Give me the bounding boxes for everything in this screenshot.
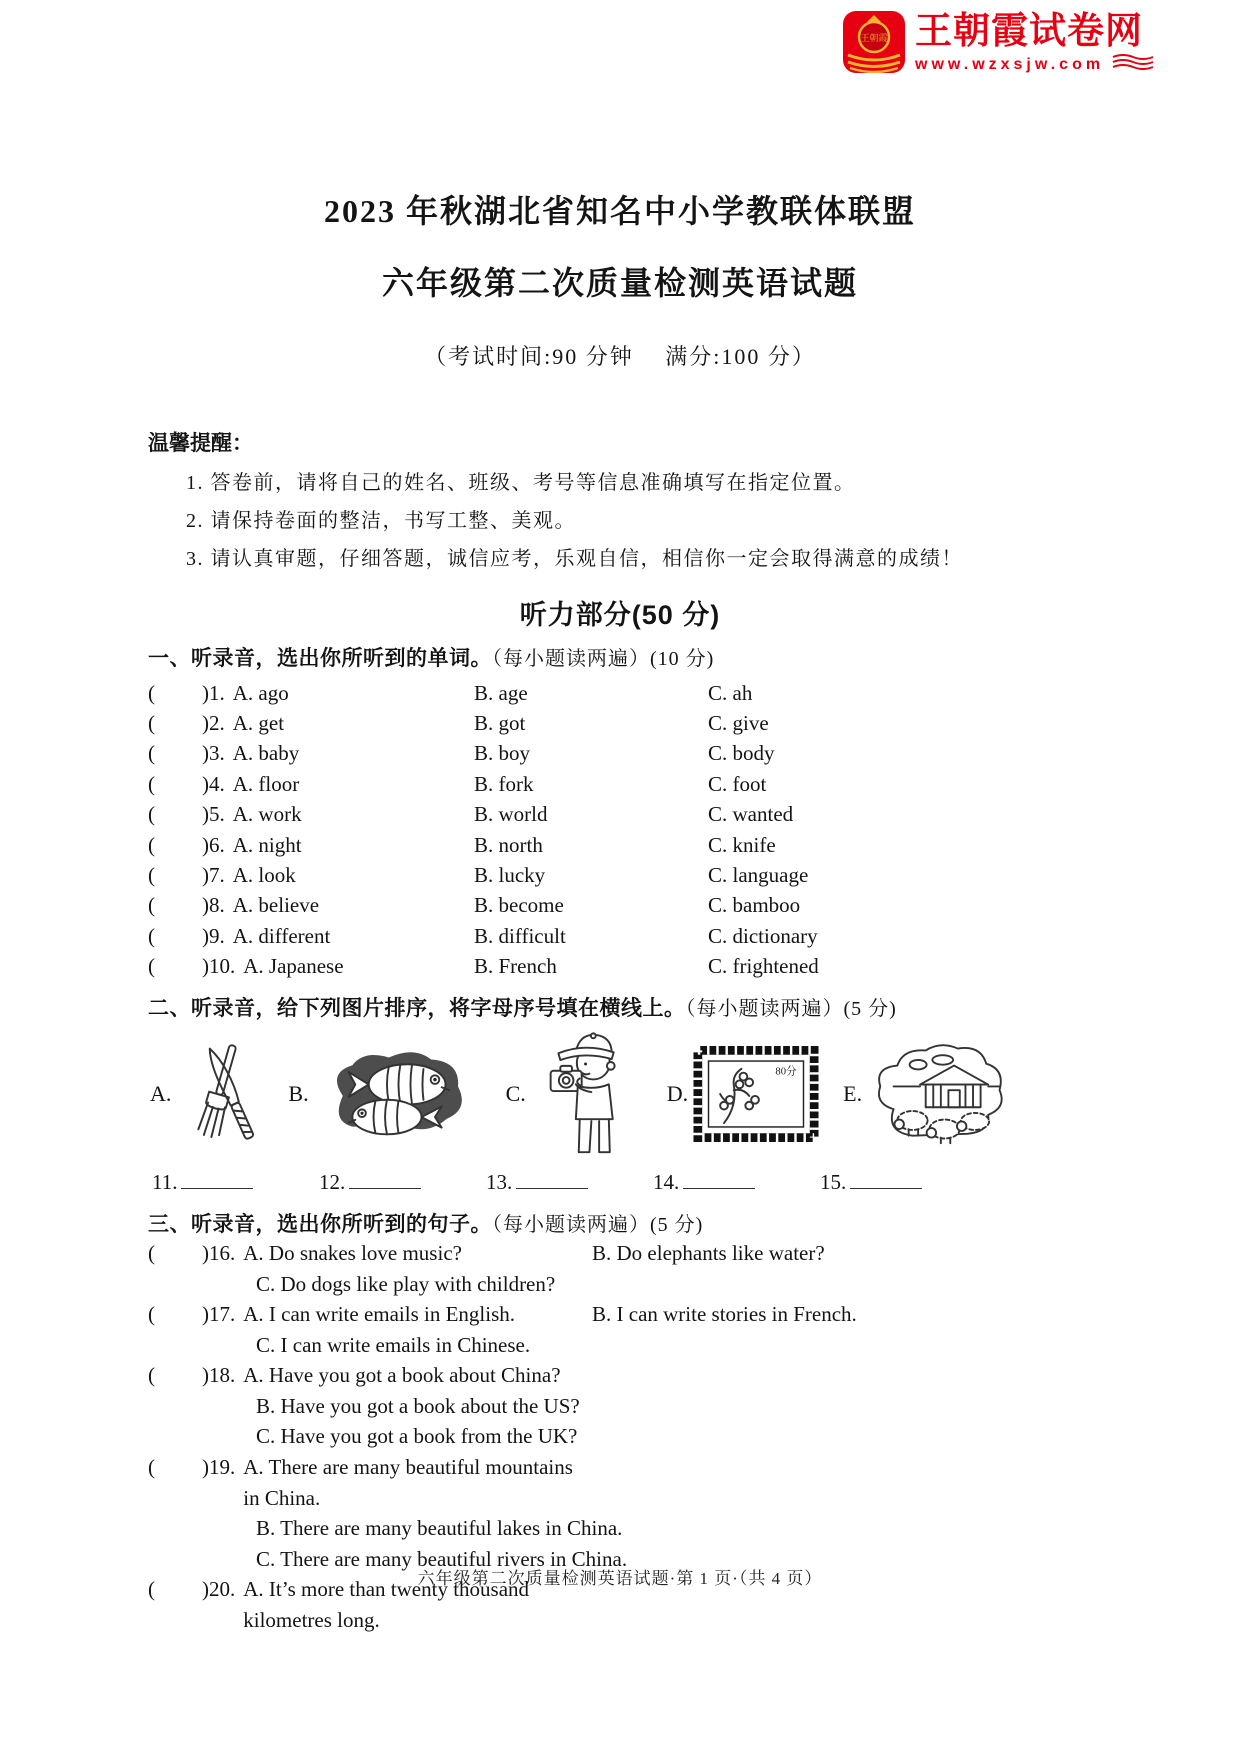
notice-item-3: 3. 请认真审题，仔细答题，诚信应考，乐观自信，相信你一定会取得满意的成绩！ bbox=[186, 548, 963, 570]
option-c: C. bamboo bbox=[708, 893, 801, 918]
option-c: C. ah bbox=[708, 680, 753, 705]
blank-15 bbox=[820, 1166, 987, 1195]
answer-bracket: ( bbox=[148, 832, 155, 857]
answer-bracket: ( bbox=[148, 802, 155, 827]
answer-bracket: ( bbox=[148, 711, 155, 736]
answer-line bbox=[181, 1166, 253, 1189]
answer-bracket: ( bbox=[148, 893, 155, 918]
option-a: A. ago bbox=[232, 680, 289, 705]
blank-number: 12. bbox=[319, 1169, 346, 1194]
option-c: C. foot bbox=[708, 771, 767, 796]
paper-title-line1: 2023 年秋湖北省知名中小学教联体联盟 bbox=[323, 193, 916, 229]
section2-heading bbox=[148, 992, 1180, 1022]
section3-heading-note: （每小题读两遍）(5 分) bbox=[492, 1213, 704, 1236]
listening-part-title: 听力部分(50 分) bbox=[519, 600, 721, 630]
option-c: C. body bbox=[708, 741, 775, 766]
question-17 bbox=[148, 1299, 1240, 1330]
question-19-option-c: C. There are many beautiful rivers in China. bbox=[256, 1546, 628, 1571]
word-choice-table bbox=[0, 678, 1240, 982]
word-row-10 bbox=[148, 952, 1240, 982]
word-row-4 bbox=[148, 769, 1240, 799]
question-17-option-c: C. I can write emails in Chinese. bbox=[256, 1332, 531, 1357]
section3-heading bbox=[148, 1208, 1180, 1238]
answer-bracket: ( bbox=[148, 771, 155, 796]
option-a: A. believe bbox=[232, 893, 320, 918]
page-footer: 六年级第二次质量检测英语试题·第 1 页·（共 4 页） bbox=[417, 1569, 823, 1588]
blank-11 bbox=[152, 1166, 319, 1195]
option-a: A. look bbox=[232, 863, 296, 888]
answer-bracket: ( bbox=[148, 863, 155, 888]
answer-bracket: ( bbox=[148, 1455, 155, 1480]
option-a: A. Have you got a book about China? bbox=[243, 1363, 561, 1388]
option-b: B. boy bbox=[474, 741, 531, 766]
section1-heading-note: （每小题读两遍）(10 分) bbox=[492, 648, 715, 670]
option-c: C. knife bbox=[708, 832, 776, 857]
word-row-2 bbox=[148, 708, 1240, 738]
section3-heading-text: 三、听录音，选出你所听到的句子。 bbox=[148, 1212, 492, 1236]
option-b: B. north bbox=[474, 832, 543, 857]
answer-bracket: ( bbox=[148, 954, 155, 979]
stamp-denomination: 80分 bbox=[775, 1066, 797, 1078]
option-b: B. French bbox=[474, 954, 557, 979]
site-logo bbox=[842, 10, 1157, 79]
picture-d-label: D. bbox=[666, 1080, 689, 1106]
question-number: )16. bbox=[202, 1240, 236, 1265]
blank-number: 14. bbox=[653, 1169, 680, 1194]
option-b: B. got bbox=[474, 711, 526, 736]
word-row-8 bbox=[148, 891, 1240, 921]
option-a: A. get bbox=[232, 711, 285, 736]
picture-row bbox=[150, 1030, 1240, 1158]
sheep-farm-image bbox=[867, 1040, 1009, 1148]
question-number: )18. bbox=[202, 1363, 236, 1388]
blank-14 bbox=[653, 1166, 820, 1195]
question-number: )19. bbox=[202, 1455, 236, 1480]
notice-block bbox=[148, 427, 1150, 571]
section1-heading-text: 一、听录音，选出你所听到的单词。 bbox=[148, 647, 492, 670]
question-number: )1. bbox=[202, 680, 225, 705]
question-number: )6. bbox=[202, 832, 225, 857]
option-b: B. I can write stories in French. bbox=[592, 1302, 857, 1327]
question-number: )5. bbox=[202, 802, 225, 827]
option-a: A. work bbox=[232, 802, 302, 827]
paper-title-line2: 六年级第二次质量检测英语试题 bbox=[381, 265, 858, 301]
answer-bracket: ( bbox=[148, 1363, 155, 1388]
notice-item-2: 2. 请保持卷面的整洁，书写工整、美观。 bbox=[186, 510, 576, 532]
section1-heading bbox=[148, 642, 1180, 672]
answer-line bbox=[850, 1166, 922, 1189]
blank-number: 11. bbox=[152, 1169, 178, 1194]
option-c: C. frightened bbox=[708, 954, 819, 979]
blank-number: 15. bbox=[820, 1169, 847, 1194]
question-number: )2. bbox=[202, 711, 225, 736]
question-19-option-b: B. There are many beautiful lakes in China. bbox=[256, 1516, 623, 1541]
question-16-option-c: C. Do dogs like play with children? bbox=[256, 1271, 556, 1296]
picture-a bbox=[150, 1039, 264, 1149]
option-a: A. night bbox=[232, 832, 302, 857]
option-a: A. There are many beautiful mountains in China. bbox=[243, 1455, 573, 1510]
site-name: 王朝霞试卷网 bbox=[915, 10, 1143, 51]
option-c: C. give bbox=[708, 711, 769, 736]
flower-stamp-image bbox=[693, 1045, 819, 1143]
section2-heading-text: 二、听录音，给下列图片排序，将字母序号填在横线上。 bbox=[148, 996, 686, 1020]
answer-bracket: ( bbox=[148, 1577, 155, 1602]
answer-bracket: ( bbox=[148, 741, 155, 766]
word-row-1 bbox=[148, 678, 1240, 708]
question-number: )8. bbox=[202, 893, 225, 918]
option-c: C. dictionary bbox=[708, 923, 818, 948]
question-number: )7. bbox=[202, 863, 225, 888]
logo-seal-text: 王朝霞 bbox=[860, 33, 888, 43]
question-18-option-c: C. Have you got a book from the UK? bbox=[256, 1424, 578, 1449]
answer-bracket: ( bbox=[148, 680, 155, 705]
blank-number: 13. bbox=[486, 1169, 513, 1194]
option-b: B. world bbox=[474, 802, 548, 827]
site-url: www.wzxsjw.com bbox=[915, 55, 1105, 73]
word-row-6 bbox=[148, 830, 1240, 860]
question-number: )9. bbox=[202, 923, 225, 948]
answer-blanks-row bbox=[152, 1166, 1240, 1198]
question-18-option-b: B. Have you got a book about the US? bbox=[256, 1393, 580, 1418]
answer-line bbox=[683, 1166, 755, 1189]
site-logo-icon bbox=[842, 10, 906, 79]
option-a: A. baby bbox=[232, 741, 300, 766]
word-row-7 bbox=[148, 860, 1240, 890]
answer-line bbox=[516, 1166, 588, 1189]
option-b: B. Do elephants like water? bbox=[592, 1240, 825, 1265]
question-number: )4. bbox=[202, 771, 225, 796]
answer-bracket: ( bbox=[148, 1302, 155, 1327]
word-row-3 bbox=[148, 739, 1240, 769]
answer-bracket: ( bbox=[148, 1240, 155, 1265]
question-number: )10. bbox=[202, 954, 236, 979]
option-c: C. language bbox=[708, 863, 809, 888]
picture-d bbox=[667, 1045, 819, 1143]
answer-bracket: ( bbox=[148, 923, 155, 948]
question-number: )17. bbox=[202, 1302, 236, 1327]
picture-e-label: E. bbox=[843, 1080, 863, 1106]
option-b: B. fork bbox=[474, 771, 534, 796]
option-b: B. become bbox=[474, 893, 564, 918]
picture-b bbox=[288, 1044, 481, 1144]
word-row-5 bbox=[148, 800, 1240, 830]
blank-13 bbox=[486, 1166, 653, 1195]
notice-item-1: 1. 答卷前，请将自己的姓名、班级、考号等信息准确填写在指定位置。 bbox=[186, 472, 856, 494]
picture-e bbox=[843, 1040, 1009, 1148]
section2-heading-note: （每小题读两遍）(5 分) bbox=[685, 997, 897, 1020]
option-a: A. different bbox=[232, 923, 331, 948]
option-a: A. floor bbox=[232, 771, 300, 796]
question-number: )3. bbox=[202, 741, 225, 766]
option-b: B. difficult bbox=[474, 923, 566, 948]
option-c: C. wanted bbox=[708, 802, 794, 827]
option-b: B. lucky bbox=[474, 863, 546, 888]
answer-line bbox=[349, 1166, 421, 1189]
site-logo-text bbox=[915, 10, 1157, 76]
knife-and-fork-image bbox=[176, 1039, 264, 1149]
blank-12 bbox=[319, 1166, 486, 1195]
wave-lines-icon bbox=[1111, 53, 1157, 76]
word-row-9 bbox=[148, 921, 1240, 951]
option-a: A. It’s more than twenty thousand kilometres long. bbox=[243, 1577, 530, 1633]
option-b: B. age bbox=[474, 680, 528, 705]
picture-c bbox=[506, 1030, 643, 1158]
notice-title: 温馨提醒： bbox=[148, 432, 253, 455]
question-19 bbox=[148, 1452, 1240, 1513]
exam-info-line: （考试时间:90 分钟 满分:100 分） bbox=[424, 344, 816, 369]
option-a: A. Japanese bbox=[243, 954, 344, 979]
question-18 bbox=[148, 1360, 1240, 1391]
picture-b-label: B. bbox=[288, 1080, 309, 1106]
question-16 bbox=[148, 1238, 1240, 1269]
fish-image bbox=[314, 1044, 482, 1144]
question-number: )20. bbox=[202, 1577, 236, 1602]
picture-a-label: A. bbox=[150, 1080, 172, 1106]
option-a: A. Do snakes love music? bbox=[243, 1240, 462, 1265]
boy-with-camera-image bbox=[531, 1030, 643, 1158]
picture-c-label: C. bbox=[505, 1080, 526, 1106]
option-a: A. I can write emails in English. bbox=[243, 1302, 516, 1327]
